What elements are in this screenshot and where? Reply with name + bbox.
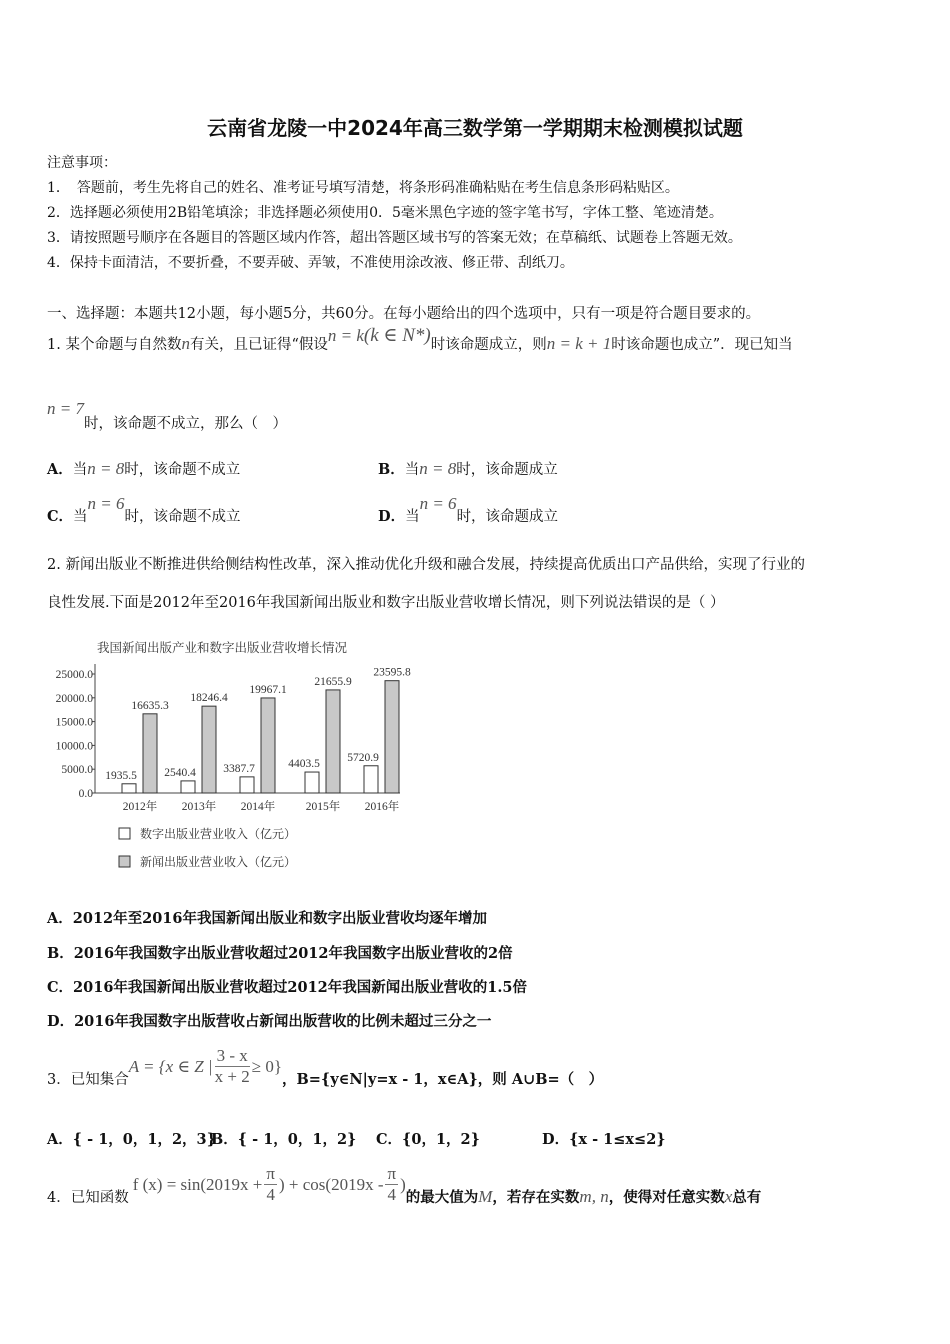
notice-heading: 注意事项： (47, 155, 117, 171)
q4-text: 总有 (732, 1189, 762, 1206)
data-label: 4403.5 (288, 758, 320, 771)
option-label: D． (542, 1131, 570, 1148)
option-text: 时，该命题成立 (456, 462, 558, 478)
question-3-stem (47, 1046, 603, 1087)
q4-func-part3: ) (400, 1174, 406, 1194)
q4-text: ，使得对任意实数 (608, 1189, 725, 1206)
q1-text: 时该命题也成立”．现已知当 (611, 337, 793, 353)
q3-option-b[interactable] (211, 1128, 356, 1149)
option-text: 2016年我国新闻出版业营收超过2012年我国新闻出版业营收的1.5倍 (73, 979, 527, 996)
bars (105, 667, 411, 793)
bar (202, 706, 216, 793)
bar-chart (40, 632, 420, 877)
q4-text: ，若存在实数 (492, 1189, 580, 1206)
q1-math-nk: n = k (327, 326, 364, 345)
q1-text: 1. 某个命题与自然数 (47, 337, 182, 353)
q4-math-mn: m, n (579, 1186, 609, 1206)
q1-option-a[interactable] (47, 458, 240, 479)
bar (122, 784, 136, 793)
question-2-stem: 2. 新闻出版业不断推进供给侧结构性改革，深入推动优化升级和融合发展，持续提高优质出口产品供给，实现了行业的 (47, 557, 805, 573)
fraction-numerator: π (387, 1164, 397, 1183)
q1-text: 有关，且已证得“假设 (189, 337, 328, 353)
option-math: n = 6 (419, 494, 457, 513)
option-label: B． (378, 461, 405, 478)
option-text: 时，该命题不成立 (124, 462, 241, 478)
data-label: 16635.3 (131, 699, 169, 712)
option-text: 2016年我国数字出版营收占新闻出版营收的比例未超过三分之一 (74, 1013, 492, 1030)
fraction-denominator: x + 2 (214, 1067, 250, 1086)
q3-setA-pre: A = {x ∈ Z | (128, 1056, 213, 1076)
fraction-numerator: π (266, 1164, 275, 1183)
option-label: C． (376, 1131, 403, 1148)
q1-math-domain: (k ∈ N*) (363, 325, 431, 346)
x-tick-label: 2012年 (122, 801, 158, 813)
q4-func-part1: f (x) = sin(2019x + (132, 1174, 263, 1194)
bar (143, 714, 157, 793)
question-1-stem (47, 325, 793, 355)
data-label: 3387.7 (223, 762, 255, 775)
q4-math-x: x (724, 1186, 733, 1206)
bar (305, 772, 319, 793)
notice-item: 1． 答题前，考生先将自己的姓名、准考证号填写清楚，将条形码准确粘贴在考生信息条形码粘贴区。 (47, 180, 679, 196)
q1-option-d[interactable] (378, 494, 559, 526)
x-tick-label: 2013年 (181, 801, 217, 813)
q3-setA-post: ≥ 0} (251, 1056, 283, 1076)
q2-option-a[interactable] (47, 907, 487, 928)
option-text: 当 (73, 509, 88, 525)
legend-label: 数字出版业营业收入（亿元） (140, 827, 297, 841)
option-label: B． (47, 945, 74, 962)
q3-fraction (215, 1046, 250, 1087)
y-tick-label: 10000.0 (55, 740, 93, 753)
data-label: 21655.9 (314, 675, 352, 688)
q1-text: 时，该命题不成立，那么（ ） (83, 416, 287, 432)
notice-item: 4．保持卡面清洁，不要折叠，不要弄破、弄皱，不准使用涂改液、修正带、刮纸刀。 (47, 255, 574, 271)
y-tick-label: 0.0 (78, 788, 93, 800)
q2-option-d[interactable] (47, 1010, 491, 1031)
q1-option-b[interactable] (378, 458, 558, 479)
option-math: n = 6 (87, 494, 125, 513)
bar (385, 681, 399, 793)
q2-option-c[interactable] (47, 976, 527, 997)
option-label: B． (211, 1131, 238, 1148)
bar (240, 777, 254, 793)
bar (364, 766, 378, 793)
data-label: 1935.5 (105, 769, 137, 782)
x-tick-label: 2014年 (240, 801, 276, 813)
fraction-numerator: 3 - x (216, 1046, 248, 1065)
y-tick-label: 5000.0 (61, 764, 93, 777)
q1-text: 时该命题成立，则 (430, 337, 547, 353)
y-tick-label: 25000.0 (55, 669, 93, 681)
q4-text: 的最大值为 (405, 1189, 479, 1206)
q3-option-a[interactable] (47, 1128, 216, 1149)
bar (326, 690, 340, 793)
notice-item: 3．请按照题号顺序在各题目的答题区域内作答，超出答题区域书写的答案无效；在草稿纸、试题卷上答题无效。 (47, 230, 742, 246)
option-label: A． (47, 461, 73, 478)
option-math: n = 8 (419, 459, 457, 478)
data-label: 23595.8 (373, 666, 411, 679)
q4-text: 4．已知函数 (47, 1190, 129, 1206)
fraction-denominator: 4 (387, 1185, 397, 1204)
option-text: {x - 1≤x≤2} (569, 1131, 666, 1148)
y-tick-label: 20000.0 (55, 692, 93, 705)
option-label: A． (47, 910, 73, 927)
chart-legend (119, 826, 296, 869)
legend-swatch (119, 828, 130, 839)
q1-math-n7: n = 7 (47, 399, 84, 418)
q3-text: 3．已知集合 (47, 1072, 129, 1088)
x-tick-label: 2016年 (364, 801, 400, 813)
option-label: C． (47, 508, 74, 525)
option-text: 时，该命题成立 (456, 509, 559, 525)
option-text: 当 (72, 462, 88, 478)
q4-math-M: M (478, 1186, 493, 1206)
q3-option-c[interactable] (376, 1128, 480, 1149)
q4-func-part2: ) + cos(2019x - (279, 1174, 384, 1194)
bar (261, 698, 275, 793)
option-label: A． (47, 1131, 73, 1148)
option-text: 时，该命题不成立 (124, 509, 241, 525)
bar (181, 781, 195, 793)
legend-label: 新闻出版业营业收入（亿元） (140, 855, 297, 869)
x-axis (95, 793, 400, 813)
q3-text: ，B={y∈N|y=x - 1，x∈A}，则 A∪B=（ ） (282, 1071, 604, 1088)
data-label: 2540.4 (164, 766, 196, 779)
page-title: 云南省龙陵一中2024年高三数学第一学期期末检测模拟试题 (207, 116, 743, 140)
question-4-stem (47, 1164, 761, 1205)
notice-item: 2．选择题必须使用2B铅笔填涂；非选择题必须使用0．5毫米黑色字迹的签字笔书写，字体工整、笔迹清楚。 (47, 205, 723, 221)
q1-math-nk1: n = k + 1 (546, 334, 612, 353)
q4-fraction-pi-4 (385, 1164, 398, 1205)
x-tick-label: 2015年 (305, 801, 341, 813)
data-label: 19967.1 (249, 683, 287, 696)
option-label: D． (378, 508, 406, 525)
option-text: { - 1，0，1，2} (237, 1131, 357, 1148)
section-heading: 一、选择题：本题共12小题，每小题5分，共60分。在每小题给出的四个选项中，只有一项是符合题目要求的。 (47, 306, 761, 322)
q2-option-b[interactable] (47, 942, 513, 963)
data-label: 18246.4 (190, 692, 228, 705)
option-text: {0，1，2} (402, 1131, 480, 1148)
option-math: n = 8 (87, 459, 125, 478)
q3-option-d[interactable] (542, 1128, 666, 1149)
option-text: { - 1，0，1，2，3} (72, 1131, 216, 1148)
q4-fraction-pi-4 (264, 1164, 277, 1205)
question-1-stem-cont (47, 398, 287, 432)
legend-swatch (119, 856, 130, 867)
fraction-denominator: 4 (266, 1185, 275, 1204)
y-axis (56, 664, 95, 800)
q1-option-c[interactable] (47, 494, 241, 526)
y-tick-label: 15000.0 (55, 716, 93, 729)
question-2-stem-cont: 良性发展.下面是2012年至2016年我国新闻出版业和数字出版业营收增长情况，则下列说法错误的是（ ） (47, 595, 725, 611)
data-label: 5720.9 (347, 751, 379, 764)
option-text: 2016年我国数字出版业营收超过2012年我国数字出版业营收的2倍 (73, 945, 513, 962)
chart-title: 我国新闻出版产业和数字出版业营收增长情况 (97, 640, 348, 655)
option-text: 2012年至2016年我国新闻出版业和数字出版业营收均逐年增加 (72, 910, 487, 927)
option-text: 当 (404, 462, 420, 478)
option-label: D． (47, 1013, 75, 1030)
q1-math-n: n (181, 334, 190, 353)
option-text: 当 (405, 509, 420, 525)
option-label: C． (47, 979, 74, 996)
